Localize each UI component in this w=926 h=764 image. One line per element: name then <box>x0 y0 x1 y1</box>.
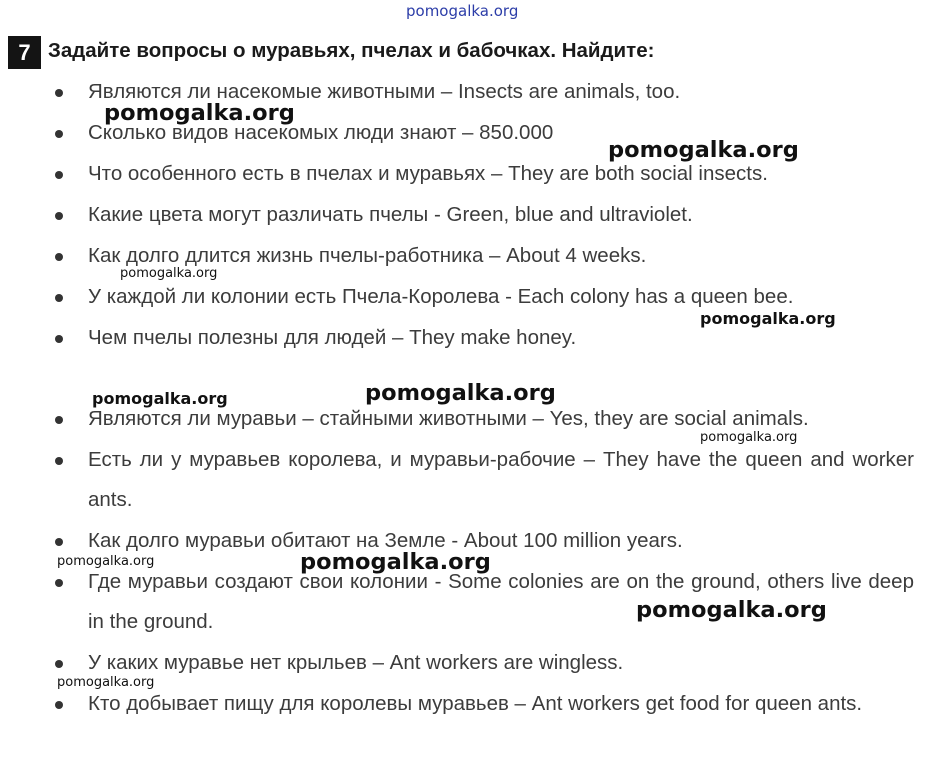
bullet-dot <box>55 701 63 709</box>
bullet-dot <box>55 335 63 343</box>
site-link[interactable]: pomogalka.org <box>406 2 519 20</box>
watermark-text: pomogalka.org <box>104 100 295 126</box>
list-item: Где муравьи создают свои колонии - Some colonies are on the ground, others live deep in the ground. <box>88 570 914 633</box>
list-item: Как долго длится жизнь пчелы-работника – About 4 weeks. <box>88 244 647 267</box>
list-item: Есть ли у муравьев королева, и муравьи-рабочие – They have the queen and worker ants. <box>88 448 914 511</box>
bullet-dot <box>55 579 63 587</box>
bullet-dot <box>55 294 63 302</box>
task-title: Задайте вопросы о муравьях, пчелах и бабочках. Найдите: <box>48 39 655 62</box>
watermark-text: pomogalka.org <box>636 597 827 623</box>
list-item: У каждой ли колонии есть Пчела-Королева - Each colony has a queen bee. <box>88 285 794 308</box>
bullet-dot <box>55 212 63 220</box>
list-item: Что особенного есть в пчелах и муравьях – They are both social insects. <box>88 162 768 185</box>
watermark-text: pomogalka.org <box>92 389 228 408</box>
watermark-text: pomogalka.org <box>700 430 798 445</box>
list-item: У каких муравье нет крыльев – Ant workers are wingless. <box>88 651 624 674</box>
bullet-dot <box>55 171 63 179</box>
task-number: 7 <box>8 36 41 69</box>
watermark-text: pomogalka.org <box>300 549 491 575</box>
watermark-text: pomogalka.org <box>365 380 556 406</box>
bullet-dot <box>55 538 63 546</box>
bullet-dot <box>55 457 63 465</box>
list-item: Как долго муравьи обитают на Земле - About 100 million years. <box>88 529 683 552</box>
bullet-dot <box>55 416 63 424</box>
bullet-dot <box>55 660 63 668</box>
list-item: Чем пчелы полезны для людей – They make honey. <box>88 326 577 349</box>
list-item: Являются ли муравьи – стайными животными – Yes, they are social animals. <box>88 407 809 430</box>
list-item: Какие цвета могут различать пчелы - Green, blue and ultraviolet. <box>88 203 693 226</box>
list-item: Сколько видов насекомых люди знают – 850.000 <box>88 121 554 144</box>
watermark-text: pomogalka.org <box>57 675 155 690</box>
bullet-dot <box>55 89 63 97</box>
list-item: Являются ли насекомые животными – Insects are animals, too. <box>88 80 681 103</box>
watermark-text: pomogalka.org <box>700 309 836 328</box>
list-item: Кто добывает пищу для королевы муравьев – Ant workers get food for queen ants. <box>88 692 863 715</box>
watermark-text: pomogalka.org <box>608 137 799 163</box>
bullet-dot <box>55 253 63 261</box>
bullet-dot <box>55 130 63 138</box>
watermark-text: pomogalka.org <box>120 266 218 281</box>
watermark-text: pomogalka.org <box>57 554 155 569</box>
